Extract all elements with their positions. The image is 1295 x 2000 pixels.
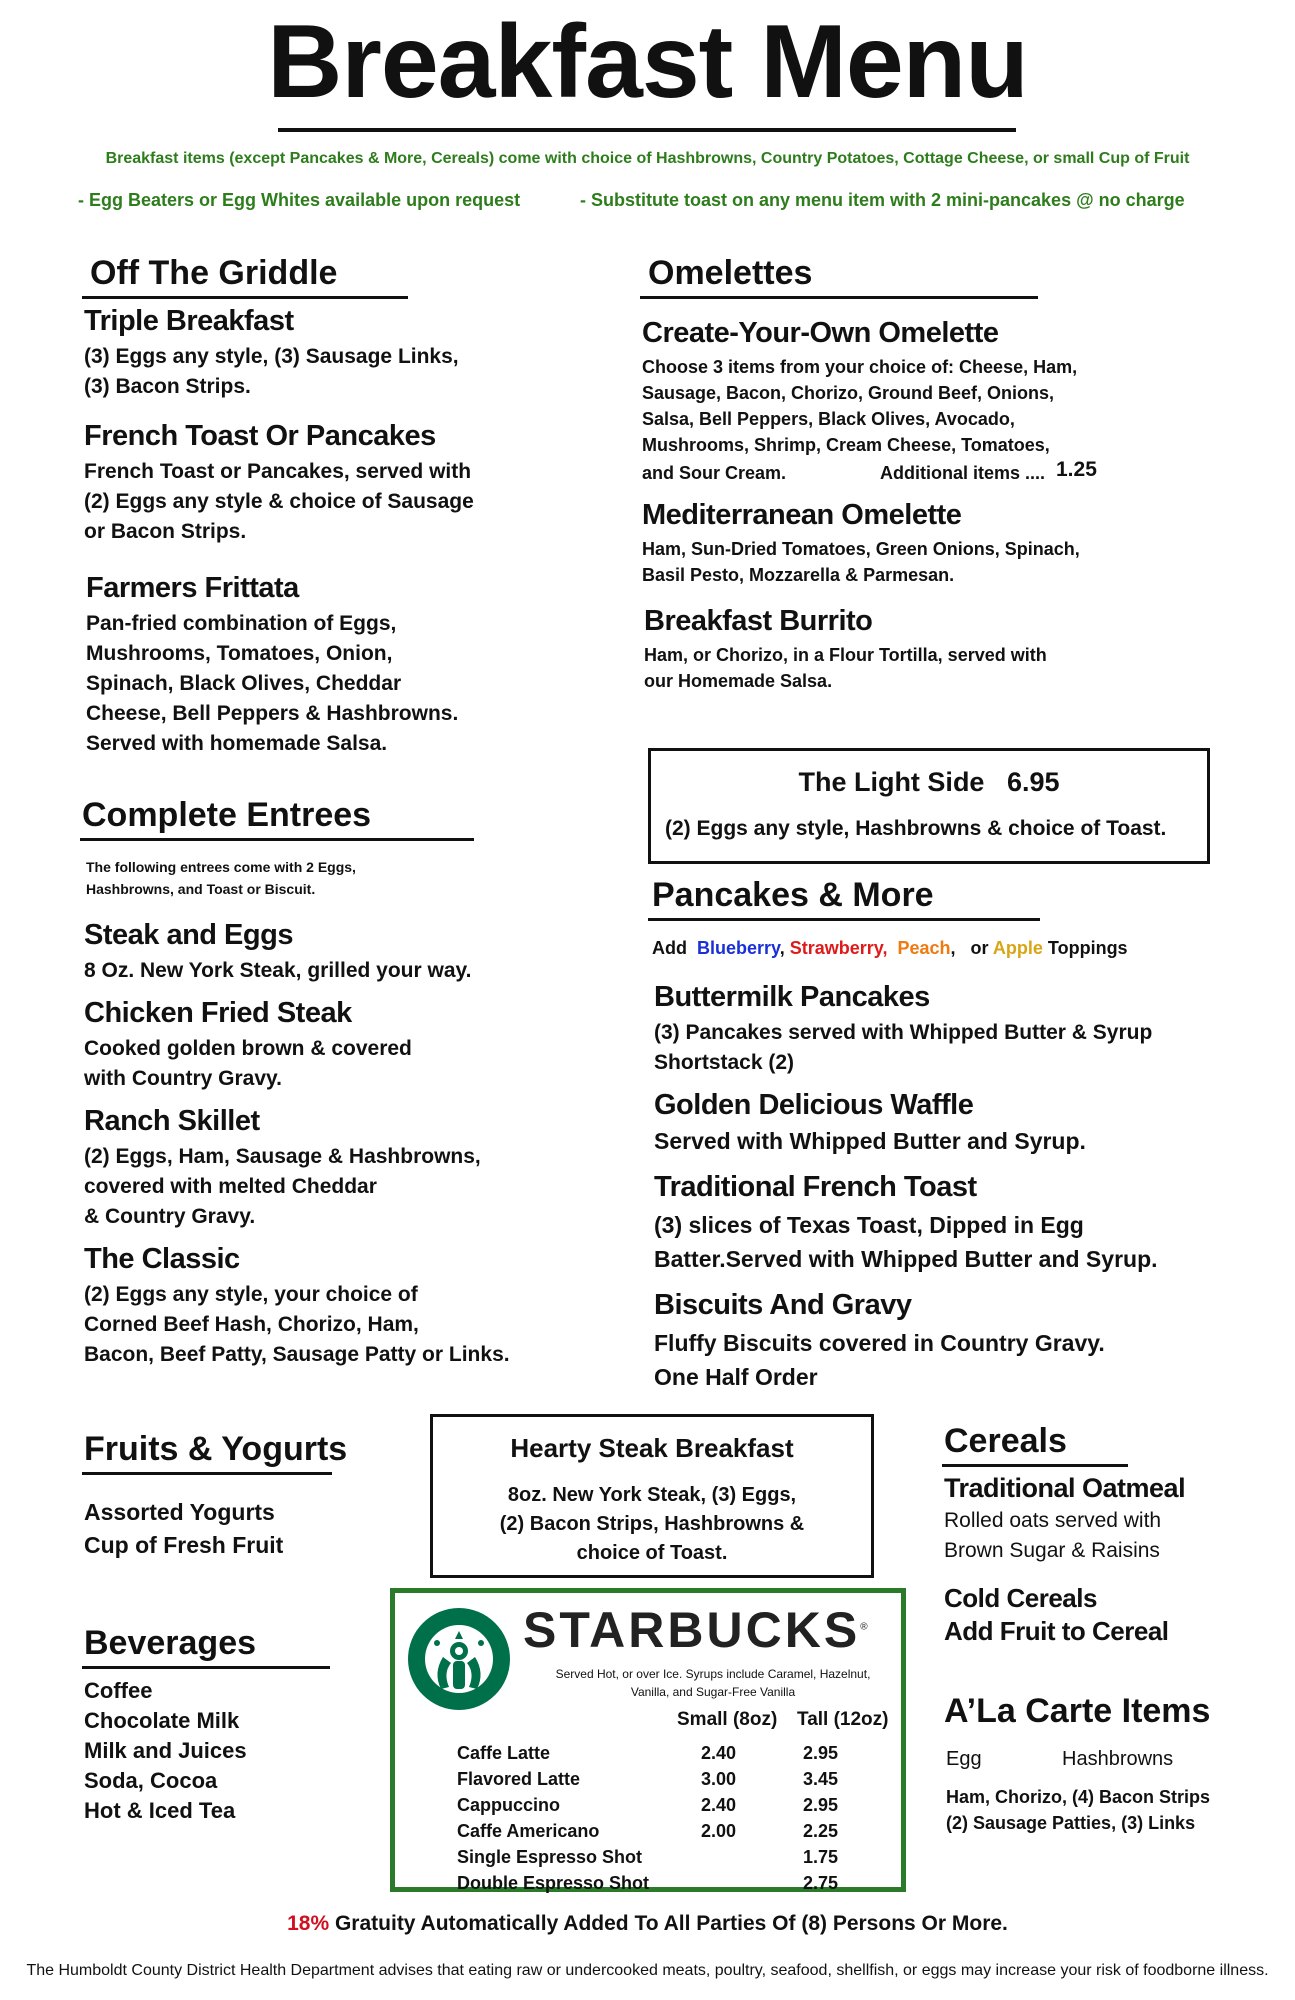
col-small: Small (8oz) <box>677 1709 778 1730</box>
drink-name: Flavored Latte <box>457 1769 581 1789</box>
menu-item-name: Mediterranean Omelette <box>642 499 962 531</box>
drink-row <box>457 1769 837 1795</box>
drink-row <box>457 1743 837 1769</box>
section-heading-griddle: Off The Griddle <box>90 254 338 292</box>
light-side-name: The Light Side <box>798 767 985 797</box>
drink-small-price: 2.40 <box>701 1795 737 1815</box>
starbucks-brand: STARBUCKS <box>523 1602 861 1658</box>
section-rule <box>82 1472 332 1475</box>
extra-items-label: Additional items .... <box>880 463 1046 483</box>
drink-tall-price: 2.95 <box>803 1743 839 1763</box>
menu-item-desc: French Toast or Pancakes, served with (2) Eggs any style & choice of Sausage or Bacon Strips. <box>84 460 474 543</box>
menu-item-desc: Rolled oats served with Brown Sugar & Raisins <box>944 1509 1162 1562</box>
drink-tall-price: 2.75 <box>803 1873 839 1893</box>
light-side-title <box>651 767 1207 798</box>
hearty-steak-title: Hearty Steak Breakfast <box>510 1433 794 1463</box>
menu-item-desc: (3) Pancakes served with Whipped Butter & Syrup Shortstack (2) <box>654 1021 1153 1074</box>
drink-row <box>457 1847 837 1873</box>
alacarte-egg: Egg <box>946 1748 982 1770</box>
extra-items-price: 1.25 <box>1056 458 1097 481</box>
toppings-line: Add Blueberry, Strawberry, Peach, or Apple Toppings <box>652 938 1128 958</box>
menu-item-name: Create-Your-Own Omelette <box>642 317 999 349</box>
starbucks-note: Served Hot, or over Ice. Syrups include Caramel, Hazelnut, Vanilla, and Sugar-Free Vanilla <box>555 1667 871 1699</box>
menu-item-name: The Classic <box>84 1243 240 1275</box>
section-rule <box>82 296 408 299</box>
section-rule <box>82 1666 330 1669</box>
menu-item-name: Triple Breakfast <box>84 305 294 337</box>
topping-peach: Peach <box>897 938 951 958</box>
drink-tall-price: 1.75 <box>803 1847 839 1867</box>
drink-row <box>457 1873 837 1899</box>
menu-item-desc: Fluffy Biscuits covered in Country Gravy. One Half Order <box>654 1330 1105 1390</box>
col-tall: Tall (12oz) <box>797 1709 889 1730</box>
sides-note: Breakfast items (except Pancakes & More, Cereals) come with choice of Hashbrowns, Country Potatoes, Cottage Cheese, or small Cup of Fruit <box>105 150 1190 167</box>
menu-item-name: Steak and Eggs <box>84 919 293 951</box>
alacarte-hashbrowns: Hashbrowns <box>1062 1748 1174 1770</box>
menu-item-desc: Ham, or Chorizo, in a Flour Tortilla, served with our Homemade Salsa. <box>644 645 1047 691</box>
drinks-table <box>457 1743 837 1899</box>
section-heading-fruits: Fruits & Yogurts <box>84 1430 348 1468</box>
light-side-box <box>648 748 1210 864</box>
section-heading-alacarte: A’La Carte Items <box>944 1692 1211 1730</box>
beverages-list: Coffee Chocolate Milk Milk and Juices Soda, Cocoa Hot & Iced Tea <box>84 1678 247 1823</box>
drink-small-price: 2.40 <box>701 1743 737 1763</box>
topping-strawberry: Strawberry <box>789 938 883 958</box>
light-side-desc: (2) Eggs any style, Hashbrowns & choice of Toast. <box>665 817 1167 840</box>
menu-item-desc: (2) Eggs any style, your choice of Corned Beef Hash, Chorizo, Ham, Bacon, Beef Patty, Sausage Patty or Links. <box>84 1283 510 1366</box>
section-rule <box>648 918 1040 921</box>
menu-item-desc: (3) Eggs any style, (3) Sausage Links, (3) Bacon Strips. <box>84 345 459 398</box>
gratuity-text: Gratuity Automatically Added To All Parties Of (8) Persons Or More. <box>329 1912 1008 1935</box>
drink-tall-price: 3.45 <box>803 1769 839 1789</box>
toppings-add: Add <box>652 938 687 958</box>
health-disclaimer: The Humboldt County District Health Department advises that eating raw or undercooked meats, poultry, seafood, shellfish, or eggs may increase your risk of foodborne illness. <box>26 1962 1269 1979</box>
menu-item-desc: Ham, Sun-Dried Tomatoes, Green Onions, Spinach, Basil Pesto, Mozzarella & Parmesan. <box>642 539 1080 585</box>
starbucks-logo <box>407 1607 511 1716</box>
menu-item-name: French Toast Or Pancakes <box>84 420 436 452</box>
drink-tall-price: 2.95 <box>803 1795 839 1815</box>
menu-item-name: Biscuits And Gravy <box>654 1289 912 1321</box>
toast-note: - Substitute toast on any menu item with 2 mini-pancakes @ no charge <box>580 190 1185 210</box>
page-title: Breakfast Menu <box>267 4 1028 120</box>
drink-name: Double Espresso Shot <box>457 1873 650 1893</box>
menu-item-name: Buttermilk Pancakes <box>654 981 930 1013</box>
section-heading-pancakes: Pancakes & More <box>652 876 934 914</box>
egg-note: - Egg Beaters or Egg Whites available upon request <box>78 190 521 210</box>
hearty-steak-desc: 8oz. New York Steak, (3) Eggs, (2) Bacon Strips, Hashbrowns & choice of Toast. <box>499 1484 805 1564</box>
menu-item-desc: 8 Oz. New York Steak, grilled your way. <box>84 959 472 982</box>
entrees-note: The following entrees come with 2 Eggs, Hashbrowns, and Toast or Biscuit. <box>86 859 356 897</box>
menu-item-name: Golden Delicious Waffle <box>654 1089 974 1121</box>
section-rule <box>80 838 474 841</box>
menu-item-desc-last: and Sour Cream. <box>642 463 787 483</box>
menu-item-desc: Choose 3 items from your choice of: Cheese, Ham, Sausage, Bacon, Chorizo, Ground Beef, Onions, Salsa, Bell Peppers, Black Olives, Avocado, Mushrooms, Shrimp, Cream Cheese, Tomatoes, <box>642 357 1078 455</box>
toppings-end: Toppings <box>1047 938 1128 958</box>
toppings-or: or <box>970 938 989 958</box>
drink-row <box>457 1821 837 1847</box>
gratuity-note <box>0 1912 1295 1936</box>
menu-item-desc: Served with Whipped Butter and Syrup. <box>654 1128 1086 1154</box>
gratuity-percent: 18% <box>287 1912 330 1935</box>
menu-item-desc: Cooked golden brown & covered with Country Gravy. <box>84 1037 412 1090</box>
drink-row <box>457 1795 837 1821</box>
alacarte-items: Ham, Chorizo, (4) Bacon Strips (2) Sausage Patties, (3) Links <box>946 1787 1211 1833</box>
section-heading-cereals: Cereals <box>944 1422 1067 1460</box>
section-rule <box>942 1464 1128 1467</box>
section-heading-beverages: Beverages <box>84 1624 257 1662</box>
menu-item-name: Traditional Oatmeal <box>944 1473 1186 1503</box>
menu-item-name: Chicken Fried Steak <box>84 997 352 1029</box>
cold-cereals: Cold Cereals Add Fruit to Cereal <box>944 1583 1169 1646</box>
starbucks-wordmark <box>523 1601 871 1659</box>
title-divider <box>278 128 1016 132</box>
section-heading-omelettes: Omelettes <box>648 254 813 292</box>
menu-item-desc: (2) Eggs, Ham, Sausage & Hashbrowns, covered with melted Cheddar & Country Gravy. <box>84 1145 481 1228</box>
menu-item-name: Traditional French Toast <box>654 1171 977 1203</box>
topping-apple: Apple <box>992 938 1043 958</box>
drink-name: Cappuccino <box>457 1795 561 1815</box>
drink-name: Single Espresso Shot <box>457 1847 643 1867</box>
menu-item-desc: Pan-fried combination of Eggs, Mushrooms, Tomatoes, Onion, Spinach, Black Olives, Cheddar Cheese, Bell Peppers & Hashbrowns. Served with homemade Salsa. <box>86 612 459 755</box>
menu-item-name: Farmers Frittata <box>86 572 299 604</box>
topping-blueberry: Blueberry <box>697 938 780 958</box>
hearty-steak-box <box>430 1414 874 1578</box>
section-rule <box>640 296 1038 299</box>
drink-name: Caffe Americano <box>457 1821 600 1841</box>
light-side-price: 6.95 <box>1006 767 1060 797</box>
drink-small-price: 3.00 <box>701 1769 737 1789</box>
menu-item-name: Breakfast Burrito <box>644 605 873 637</box>
siren-logo-icon <box>407 1607 511 1711</box>
registered-mark: ® <box>860 1621 871 1633</box>
menu-item-desc: (3) slices of Texas Toast, Dipped in Egg Batter.Served with Whipped Butter and Syrup. <box>654 1212 1158 1272</box>
drink-tall-price: 2.25 <box>803 1821 839 1841</box>
drink-small-price: 2.00 <box>701 1821 737 1841</box>
menu-item-name: Ranch Skillet <box>84 1105 260 1137</box>
starbucks-box <box>390 1588 906 1892</box>
section-heading-entrees: Complete Entrees <box>82 796 372 834</box>
fruits-list: Assorted Yogurts Cup of Fresh Fruit <box>84 1499 284 1558</box>
drink-name: Caffe Latte <box>457 1743 551 1763</box>
